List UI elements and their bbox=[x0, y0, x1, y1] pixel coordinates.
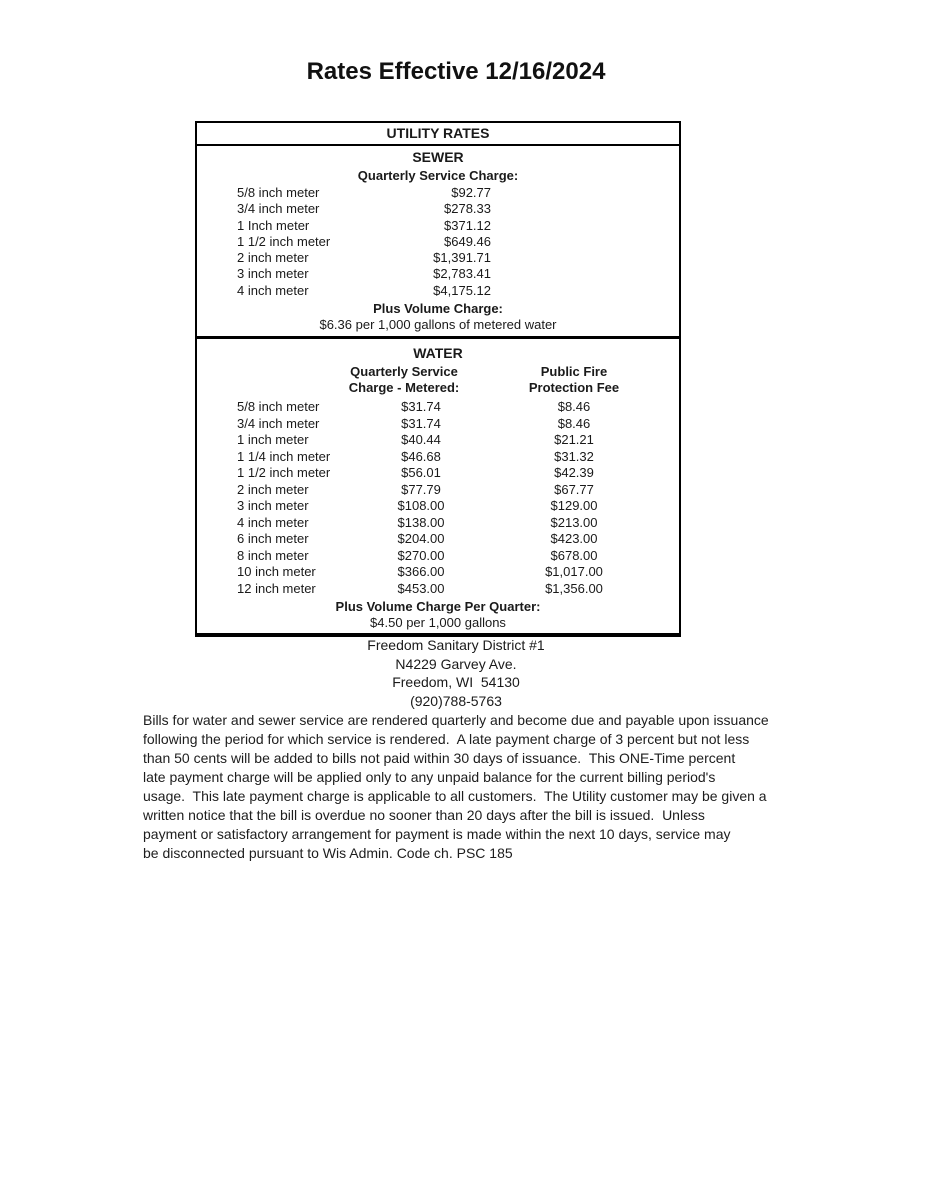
water-rate-row bbox=[197, 399, 679, 416]
water-fire-fee-value: $129.00 bbox=[550, 498, 598, 514]
water-rate-row bbox=[197, 581, 679, 598]
water-metered-rate-value: $204.00 bbox=[397, 531, 445, 547]
sewer-section-title: SEWER bbox=[412, 149, 464, 165]
water-metered-header-line1: Quarterly Service bbox=[350, 364, 458, 380]
water-metered-rate-value: $77.79 bbox=[401, 481, 441, 497]
meter-size-label: 3 inch meter bbox=[237, 266, 309, 282]
sewer-rate-row bbox=[197, 185, 679, 201]
meter-size-label: 12 inch meter bbox=[237, 580, 316, 596]
sewer-rate-row bbox=[197, 283, 679, 299]
meter-size-label: 3/4 inch meter bbox=[237, 201, 320, 217]
notice-line: following the period for which service is rendered. A late payment charge of 3 percent but not less bbox=[143, 731, 750, 747]
meter-size-label: 6 inch meter bbox=[237, 531, 309, 547]
sewer-rate-row bbox=[197, 234, 679, 250]
water-rate-row bbox=[197, 548, 679, 565]
meter-size-label: 1 1/4 inch meter bbox=[237, 448, 331, 464]
water-section-title: WATER bbox=[413, 345, 463, 362]
meter-size-label: 4 inch meter bbox=[237, 514, 309, 530]
water-fire-fee-value: $8.46 bbox=[557, 415, 591, 431]
water-metered-rate-value: $31.74 bbox=[401, 399, 441, 415]
water-fire-fee-value: $8.46 bbox=[557, 399, 591, 415]
meter-size-label: 5/8 inch meter bbox=[237, 399, 320, 415]
water-column-headers bbox=[197, 364, 679, 397]
sewer-rate-value: $4,175.12 bbox=[433, 282, 491, 298]
sewer-charge-header: Quarterly Service Charge: bbox=[357, 168, 519, 183]
water-fire-fee-value: $423.00 bbox=[550, 531, 598, 547]
district-address-block bbox=[8, 636, 904, 710]
water-fire-fee-value: $678.00 bbox=[550, 547, 598, 563]
notice-line: than 50 cents will be added to bills not paid within 30 days of issuance. This ONE-Time percent bbox=[143, 750, 736, 766]
meter-size-label: 3 inch meter bbox=[237, 498, 309, 514]
billing-notice bbox=[143, 711, 769, 863]
meter-size-label: 10 inch meter bbox=[237, 564, 316, 580]
water-rate-row bbox=[197, 498, 679, 515]
water-metered-rate-value: $40.44 bbox=[401, 432, 441, 448]
sewer-volume-charge-note: $6.36 per 1,000 gallons of metered water bbox=[319, 317, 557, 333]
meter-size-label: 1 Inch meter bbox=[237, 217, 310, 233]
sewer-rate-value: $371.12 bbox=[444, 217, 491, 233]
water-fire-header-line2: Protection Fee bbox=[528, 380, 620, 396]
sewer-section bbox=[197, 148, 679, 339]
water-rate-row bbox=[197, 515, 679, 532]
water-fire-fee-value: $67.77 bbox=[554, 481, 594, 497]
water-volume-charge-note: $4.50 per 1,000 gallons bbox=[370, 615, 506, 631]
water-section bbox=[197, 344, 679, 633]
meter-size-label: 1 inch meter bbox=[237, 432, 309, 448]
district-city-state-zip: Freedom, WI 54130 bbox=[392, 674, 520, 691]
water-fire-header-line1: Public Fire bbox=[540, 364, 608, 380]
sewer-rate-value: $92.77 bbox=[451, 185, 491, 200]
water-volume-charge-header: Plus Volume Charge Per Quarter: bbox=[335, 599, 541, 615]
district-phone: (920)788-5763 bbox=[410, 692, 502, 709]
water-metered-rate-value: $453.00 bbox=[397, 580, 445, 596]
water-metered-rate-value: $46.68 bbox=[401, 448, 441, 464]
water-rate-row bbox=[197, 416, 679, 433]
water-metered-rate-value: $31.74 bbox=[401, 415, 441, 431]
water-rate-row bbox=[197, 482, 679, 499]
sewer-volume-charge-header: Plus Volume Charge: bbox=[373, 301, 503, 317]
page-title: Rates Effective 12/16/2024 bbox=[306, 58, 606, 85]
meter-size-label: 1 1/2 inch meter bbox=[237, 233, 331, 249]
district-street: N4229 Garvey Ave. bbox=[395, 655, 517, 672]
utility-rates-table bbox=[195, 121, 681, 637]
sewer-rate-row bbox=[197, 250, 679, 266]
water-rate-row bbox=[197, 432, 679, 449]
meter-size-label: 2 inch meter bbox=[237, 250, 309, 266]
sewer-rate-value: $649.46 bbox=[444, 233, 491, 249]
water-fire-fee-value: $1,356.00 bbox=[545, 580, 603, 596]
water-rate-row bbox=[197, 564, 679, 581]
notice-line: Bills for water and sewer service are rendered quarterly and become due and payable upon issuance bbox=[143, 712, 769, 728]
water-rate-rows bbox=[197, 399, 679, 597]
sewer-rate-rows bbox=[197, 185, 679, 299]
water-fire-fee-value: $31.32 bbox=[554, 448, 594, 464]
sewer-rate-value: $2,783.41 bbox=[433, 266, 491, 282]
sewer-rate-value: $278.33 bbox=[444, 201, 491, 217]
water-fire-fee-value: $21.21 bbox=[554, 432, 594, 448]
sewer-rate-row bbox=[197, 266, 679, 282]
meter-size-label: 2 inch meter bbox=[237, 481, 309, 497]
sewer-rate-row bbox=[197, 218, 679, 234]
water-metered-rate-value: $138.00 bbox=[397, 514, 445, 530]
meter-size-label: 4 inch meter bbox=[237, 282, 309, 298]
water-rate-row bbox=[197, 449, 679, 466]
meter-size-label: 3/4 inch meter bbox=[237, 415, 320, 431]
water-metered-rate-value: $56.01 bbox=[401, 465, 441, 481]
water-fire-fee-value: $42.39 bbox=[554, 465, 594, 481]
notice-line: usage. This late payment charge is applicable to all customers. The Utility customer may be given a bbox=[143, 788, 767, 804]
water-fire-fee-value: $1,017.00 bbox=[545, 564, 603, 580]
water-rate-row bbox=[197, 465, 679, 482]
water-metered-rate-value: $366.00 bbox=[397, 564, 445, 580]
sewer-rate-value: $1,391.71 bbox=[433, 250, 491, 266]
notice-line: written notice that the bill is overdue no sooner than 20 days after the bill is issued. Unless bbox=[143, 807, 705, 823]
water-fire-fee-value: $213.00 bbox=[550, 514, 598, 530]
sewer-rate-row bbox=[197, 201, 679, 217]
water-rate-row bbox=[197, 531, 679, 548]
meter-size-label: 8 inch meter bbox=[237, 547, 309, 563]
notice-line: late payment charge will be applied only to any unpaid balance for the current billing period's bbox=[143, 769, 716, 785]
meter-size-label: 5/8 inch meter bbox=[237, 185, 320, 200]
district-name: Freedom Sanitary District #1 bbox=[367, 637, 545, 653]
water-metered-rate-value: $270.00 bbox=[397, 547, 445, 563]
notice-line: payment or satisfactory arrangement for payment is made within the next 10 days, service may bbox=[143, 826, 731, 842]
meter-size-label: 1 1/2 inch meter bbox=[237, 465, 331, 481]
water-metered-header-line2: Charge - Metered: bbox=[348, 380, 460, 396]
water-metered-rate-value: $108.00 bbox=[397, 498, 445, 514]
notice-line: be disconnected pursuant to Wis Admin. Code ch. PSC 185 bbox=[143, 845, 513, 861]
utility-rates-table-header: UTILITY RATES bbox=[197, 123, 679, 146]
